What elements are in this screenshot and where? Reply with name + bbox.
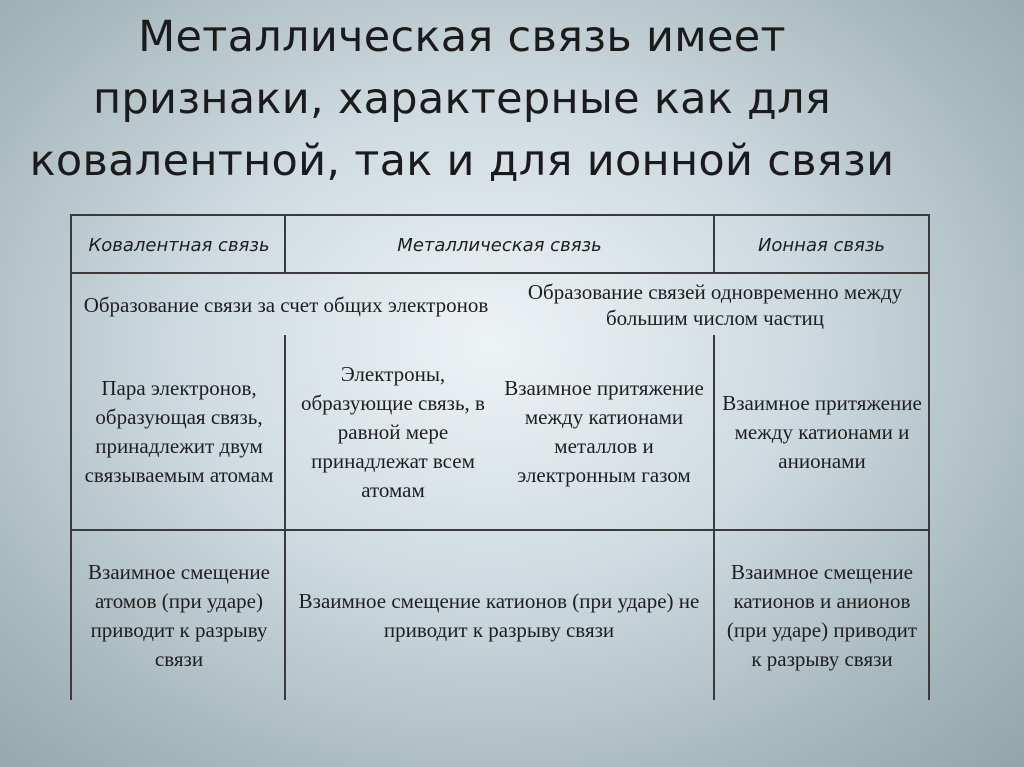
header-covalent: Ковалентная связь [88,234,270,256]
header-ionic: Ионная связь [757,234,886,256]
row3-covalent: Взаимное смещение атомов (при ударе) приводит к разрыву связи [88,559,270,671]
row2-metallic-electrons: Электроны, образующие связь, в равной мере принадлежат всем атомам [301,361,485,502]
body-col-divider-2 [713,335,715,700]
row1-many-particles: Образование связей одновременно между большим числом частиц [527,280,903,330]
row1-shared-electrons: Образование связи за счет общих электронов [83,293,489,317]
title-line-1: Металлическая связь имеет [138,12,786,62]
title-line-3: ковалентной, так и для ионной связи [29,136,895,186]
table-border-left [70,214,72,700]
header-metallic: Металлическая связь [397,234,602,256]
comparison-table [70,214,930,700]
row3-metallic: Взаимное смещение катионов (при ударе) не приводит к разрыву связи [298,588,700,642]
title-line-2: признаки, характерные как для [92,74,832,124]
row2-ionic: Взаимное притяжение между катионами и анионами [722,390,922,473]
table-border-top [70,214,930,216]
row2-covalent: Пара электронов, образующая связь, принадлежит двум связываемым атомам [84,376,274,487]
slide-title [0,6,924,192]
table-border-right [928,214,930,700]
row2-metallic-attraction: Взаимное притяжение между катионами металлов и электронным газом [504,376,704,487]
row3-ionic: Взаимное смещение катионов и анионов (при ударе) приводит к разрыву связи [726,559,918,671]
body-col-divider-1 [284,335,286,700]
